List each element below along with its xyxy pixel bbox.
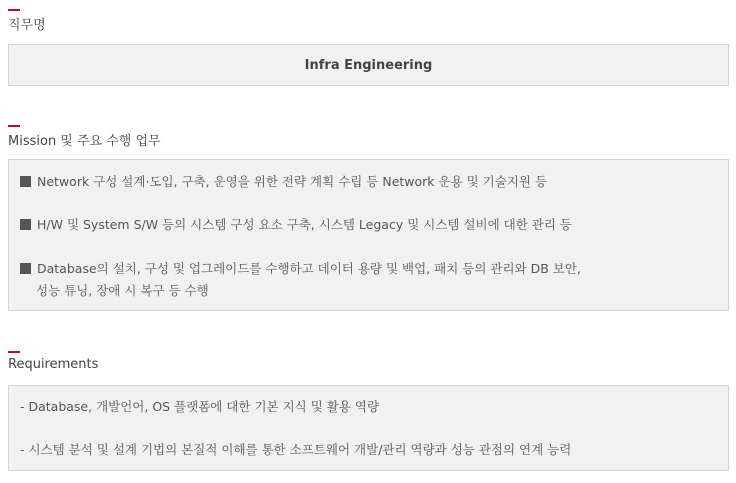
requirements-accent-bar — [8, 351, 20, 353]
mission-box — [8, 159, 729, 311]
mission-item-text: Network 구성 설계·도입, 구축, 운영을 위한 전략 계획 수립 등 Network 운용 및 기술지원 등 — [37, 174, 548, 189]
mission-item-text-line2: 성능 튜닝, 장애 시 복구 등 수행 — [36, 283, 209, 298]
mission-heading: Mission 및 주요 수행 업무 — [8, 134, 161, 149]
square-bullet-icon — [20, 263, 31, 274]
mission-item-system — [20, 214, 572, 236]
square-bullet-icon — [20, 219, 31, 230]
requirements-heading: Requirements — [8, 357, 99, 372]
mission-item-database — [20, 258, 581, 302]
job-title-accent-bar — [8, 9, 20, 11]
square-bullet-icon — [20, 176, 31, 187]
job-title-box — [8, 44, 729, 86]
requirement-item: - 시스템 분석 및 설계 기법의 본질적 이해를 통한 소프트웨어 개발/관리 역량과 성능 관점의 연계 능력 — [20, 442, 572, 457]
mission-item-network — [20, 171, 547, 193]
mission-accent-bar — [8, 125, 20, 127]
requirements-section — [8, 351, 729, 476]
mission-item-text-line1: Database의 설치, 구성 및 업그레이드를 수행하고 데이터 용량 및 백업, 패치 등의 관리와 DB 보안, — [37, 261, 581, 276]
mission-item-text: H/W 및 System S/W 등의 시스템 구성 요소 구축, 시스템 Legacy 및 시스템 설비에 대한 관리 등 — [37, 217, 572, 232]
job-title-value: Infra Engineering — [304, 57, 433, 73]
requirements-box — [8, 385, 729, 471]
requirement-item: - Database, 개발언어, OS 플랫폼에 대한 기본 지식 및 활용 역량 — [20, 399, 380, 414]
job-title-section — [8, 0, 729, 90]
mission-section — [8, 125, 729, 315]
job-title-heading: 직무명 — [8, 18, 46, 33]
